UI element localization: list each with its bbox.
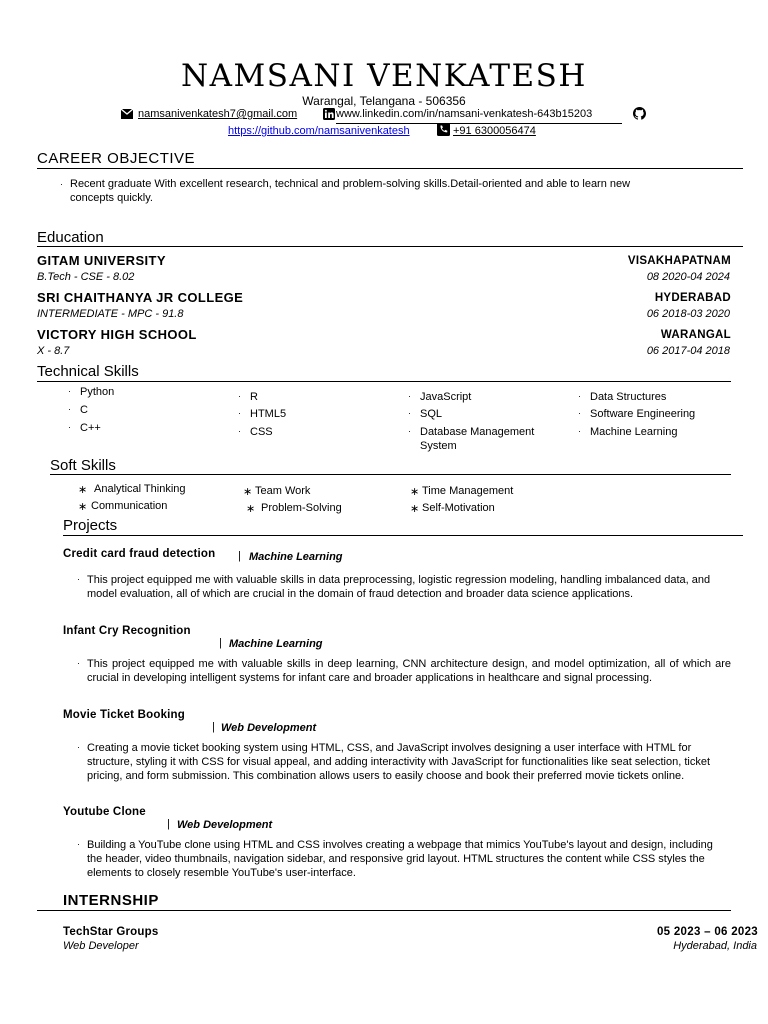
internship-role: Web Developer	[63, 940, 139, 952]
internship-divider	[37, 910, 731, 911]
linkedin-icon	[323, 108, 335, 120]
skill-item: Data Structures	[590, 391, 667, 403]
skill-item: SQL	[420, 408, 443, 420]
project-description: Building a YouTube clone using HTML and CSS involves creating a webpage that mimics YouTube's layout and design, including the header, video thumbnails, navigation sidebar, and responsive grid layout. HTML structures the content while CSS styles the elements to closely resemble YouTube's user-interface.	[87, 839, 713, 879]
github-link[interactable]: https://github.com/namsanivenkatesh	[228, 125, 410, 137]
project-bullet: ·	[77, 658, 80, 668]
asterisk-icon: ∗	[78, 484, 88, 496]
skill-bullet: ·	[408, 391, 411, 401]
project-tag: Machine Learning	[249, 551, 343, 563]
education-dates: 06 2018-03 2020	[646, 308, 730, 320]
skill-item: Software Engineering	[590, 408, 696, 420]
skill-bullet: ·	[408, 426, 411, 436]
skill-bullet: ·	[578, 426, 581, 436]
education-divider	[37, 246, 743, 247]
skill-item: C++	[80, 422, 101, 434]
career-objective-heading: CAREER OBJECTIVE	[37, 150, 196, 167]
internship-heading: INTERNSHIP	[63, 892, 159, 909]
asterisk-icon: ∗	[78, 501, 88, 513]
projects-heading: Projects	[63, 517, 118, 534]
separator: |	[167, 818, 170, 830]
soft-skills-heading: Soft Skills	[50, 457, 116, 474]
project-description: Creating a movie ticket booking system using HTML, CSS, and JavaScript involves designing a user interface with HTML for structure, styling it with CSS for visual appeal, and adding interactivity with JavaScript for functionalities like seat selection, ticket pricing, and form submission. This combination allows users to easily choose and book their preferred movie tickets online.	[87, 742, 711, 782]
internship-dates: 05 2023 – 06 2023	[656, 926, 758, 938]
asterisk-icon: ∗	[410, 486, 420, 498]
asterisk-icon: ∗	[410, 503, 420, 515]
skill-bullet: ·	[408, 408, 411, 418]
github-icon[interactable]	[633, 107, 646, 120]
education-place: WARANGAL	[660, 329, 731, 341]
skill-bullet: ·	[578, 408, 581, 418]
education-detail: B.Tech - CSE - 8.02	[37, 271, 135, 283]
project-title: Movie Ticket Booking	[63, 709, 186, 721]
address: Warangal, Telangana - 506356	[302, 94, 466, 108]
project-title: Credit card fraud detection	[63, 548, 216, 560]
project-bullet: ·	[77, 742, 80, 752]
project-tag: Web Development	[177, 819, 273, 831]
project-description: This project equipped me with valuable skills in data preprocessing, logistic regression modeling, handling imbalanced data, and model evaluation, all of which are crucial in the domain of fraud detection and broader data science applications.	[87, 574, 711, 600]
phone-link[interactable]: +91 6300056474	[453, 125, 536, 137]
soft-skills-divider	[50, 474, 731, 475]
soft-skill-item: Team Work	[255, 485, 311, 497]
email-icon	[121, 109, 133, 119]
education-dates: 06 2017-04 2018	[646, 345, 730, 357]
project-bullet: ·	[77, 839, 80, 849]
projects-divider	[63, 535, 743, 536]
skill-bullet: ·	[238, 391, 241, 401]
career-bullet: ·	[60, 179, 63, 189]
soft-skill-item: Self-Motivation	[422, 502, 495, 514]
separator: |	[212, 721, 215, 733]
skill-item: Machine Learning	[590, 426, 678, 438]
soft-skill-item: Communication	[91, 500, 168, 512]
separator: |	[238, 550, 241, 562]
project-title: Youtube Clone	[63, 806, 146, 818]
phone-icon	[437, 123, 450, 136]
skill-item: JavaScript	[420, 391, 472, 403]
internship-location: Hyderabad, India	[673, 940, 757, 952]
technical-skills-heading: Technical Skills	[37, 363, 139, 380]
skill-bullet: ·	[68, 422, 71, 432]
career-divider	[37, 168, 743, 169]
soft-skill-item: Time Management	[422, 485, 514, 497]
asterisk-icon: ∗	[246, 503, 256, 515]
technical-skills-divider	[37, 381, 731, 382]
project-description: This project equipped me with valuable skills in deep learning, CNN architecture design, and model optimization, all of which are crucial in developing intelligent systems for infant care and broader applications in healthcare and signal processing.	[87, 658, 731, 684]
education-dates: 08 2020-04 2024	[646, 271, 730, 283]
skill-item: HTML5	[250, 408, 287, 420]
skill-bullet: ·	[238, 408, 241, 418]
skill-item: R	[250, 391, 258, 403]
email-link[interactable]: namsanivenkatesh7@gmail.com	[138, 108, 298, 120]
soft-skill-item: Problem-Solving	[261, 502, 342, 514]
project-bullet: ·	[77, 574, 80, 584]
career-text-line1: Recent graduate With excellent research, technical and problem-solving skills.Detail-oriented and able to learn new	[70, 178, 631, 190]
project-tag: Machine Learning	[229, 638, 323, 650]
skill-bullet: ·	[68, 404, 71, 414]
education-place: HYDERABAD	[654, 292, 731, 304]
skill-item-continued: System	[420, 440, 457, 452]
soft-skill-item: Analytical Thinking	[94, 483, 186, 495]
skill-item: Python	[80, 386, 115, 398]
project-tag: Web Development	[221, 722, 317, 734]
education-place: VISAKHAPATNAM	[627, 255, 731, 267]
skill-bullet: ·	[238, 426, 241, 436]
skill-bullet: ·	[68, 386, 71, 396]
internship-company: TechStar Groups	[63, 926, 159, 938]
education-school: GITAM UNIVERSITY	[37, 253, 166, 268]
education-school: SRI CHAITHANYA JR COLLEGE	[37, 290, 244, 305]
skill-item: CSS	[250, 426, 273, 438]
skill-bullet: ·	[578, 391, 581, 401]
education-detail: X - 8.7	[37, 345, 70, 357]
linkedin-underline	[336, 123, 622, 124]
asterisk-icon: ∗	[243, 486, 253, 498]
skill-item: Database Management	[420, 426, 535, 438]
candidate-name: NAMSANI VENKATESH	[181, 58, 587, 94]
education-heading: Education	[37, 229, 104, 246]
career-text-line2: concepts quickly.	[70, 192, 153, 204]
education-detail: INTERMEDIATE - MPC - 91.8	[37, 308, 184, 320]
separator: |	[219, 637, 222, 649]
linkedin-link[interactable]: www.linkedin.com/in/namsani-venkatesh-643b15203	[336, 108, 593, 120]
project-title: Infant Cry Recognition	[63, 625, 191, 637]
education-school: VICTORY HIGH SCHOOL	[37, 327, 197, 342]
skill-item: C	[80, 404, 88, 416]
